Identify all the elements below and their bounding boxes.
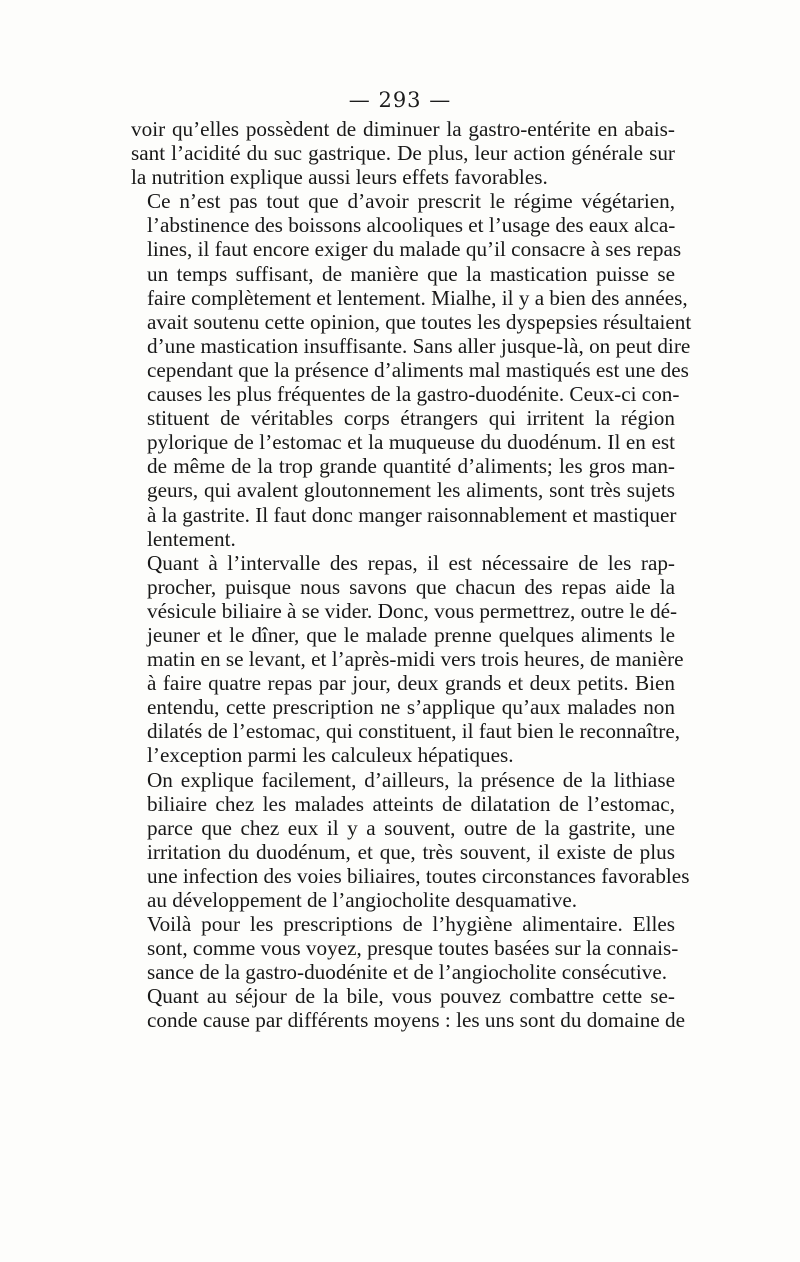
text-line: à faire quatre repas par jour, deux grands et deux petits. Bien — [147, 671, 675, 696]
text-line: On explique facilement, d’ailleurs, la présence de la lithiase — [147, 767, 675, 792]
text-line: entendu, cette prescription ne s’applique qu’aux malades non — [147, 695, 675, 720]
text-line: Quant au séjour de la bile, vous pouvez combattre cette se- — [147, 984, 675, 1009]
page-number: — 293 — — [348, 88, 452, 112]
text-line: parce que chez eux il y a souvent, outre de la gastrite, une — [147, 815, 675, 840]
text-line: dilatés de l’estomac, qui constituent, il faut bien le reconnaître, — [147, 719, 681, 744]
text-line: procher, puisque nous savons que chacun des repas aide la — [147, 574, 675, 599]
text-line: Voilà pour les prescriptions de l’hygiène alimentaire. Elles — [147, 912, 675, 937]
text-line: jeuner et le dîner, que le malade prenne quelques aliments le — [147, 622, 675, 647]
text-line: pylorique de l’estomac et la muqueuse du duodénum. Il en est — [147, 430, 675, 455]
text-line: avait soutenu cette opinion, que toutes les dyspepsies résultaient — [147, 309, 692, 334]
body-text — [131, 117, 692, 1033]
paragraph-3 — [131, 550, 684, 768]
text-line: biliaire chez les malades atteints de dilatation de l’estomac, — [147, 791, 675, 816]
text-line: d’une mastication insuffisante. Sans aller jusque-là, on peut dire — [147, 333, 691, 358]
text-line: sont, comme vous voyez, presque toutes basées sur la connais- — [147, 936, 679, 961]
text-line: une infection des voies biliaires, toutes circonstances favorables — [147, 863, 690, 888]
text-line: Quant à l’intervalle des repas, il est nécessaire de les rap- — [147, 550, 675, 575]
text-line: l’exception parmi les calculeux hépatiques. — [147, 743, 514, 768]
text-line: cependant que la présence d’aliments mal mastiqués est une des — [147, 357, 689, 382]
paragraph-6 — [131, 984, 685, 1033]
text-line: de même de la trop grande quantité d’aliments; les gros man- — [147, 454, 675, 479]
text-line: un temps suffisant, de manière que la mastication puisse se — [147, 261, 675, 286]
text-line: à la gastrite. Il faut donc manger raisonnablement et mastiquer — [147, 502, 677, 527]
paragraph-2 — [131, 189, 692, 551]
text-line: l’abstinence des boissons alcooliques et l’usage des eaux alca- — [147, 213, 676, 238]
text-line: faire complètement et lentement. Mialhe, il y a bien des années, — [147, 285, 688, 310]
text-line: causes les plus fréquentes de la gastro-duodénite. Ceux-ci con- — [147, 382, 680, 407]
paragraph-4 — [131, 767, 690, 913]
text-line: stituent de véritables corps étrangers qui irritent la région — [147, 406, 675, 431]
text-line: sant l’acidité du suc gastrique. De plus, leur action générale sur — [131, 141, 675, 166]
paragraph-1 — [131, 117, 675, 189]
text-line: vésicule biliaire à se vider. Donc, vous permettrez, outre le dé- — [147, 598, 678, 623]
text-line: voir qu’elles possèdent de diminuer la gastro-entérite en abais- — [131, 117, 675, 141]
text-line: matin en se levant, et l’après-midi vers trois heures, de manière — [147, 647, 684, 672]
text-line: la nutrition explique aussi leurs effets favorables. — [131, 165, 548, 190]
text-line: sance de la gastro-duodénite et de l’angiocholite consécutive. — [147, 960, 668, 985]
text-line: Ce n’est pas tout que d’avoir prescrit le régime végétarien, — [147, 189, 675, 214]
paragraph-5 — [131, 912, 679, 985]
text-line: au développement de l’angiocholite desquamative. — [147, 888, 578, 912]
text-line: geurs, qui avalent gloutonnement les aliments, sont très sujets — [147, 478, 675, 503]
text-line: conde cause par différents moyens : les uns sont du domaine de — [147, 1008, 685, 1033]
text-line: lentement. — [147, 526, 236, 551]
text-line: lines, il faut encore exiger du malade qu’il consacre à ses repas — [147, 237, 682, 262]
text-line: irritation du duodénum, et que, très souvent, il existe de plus — [147, 839, 675, 864]
